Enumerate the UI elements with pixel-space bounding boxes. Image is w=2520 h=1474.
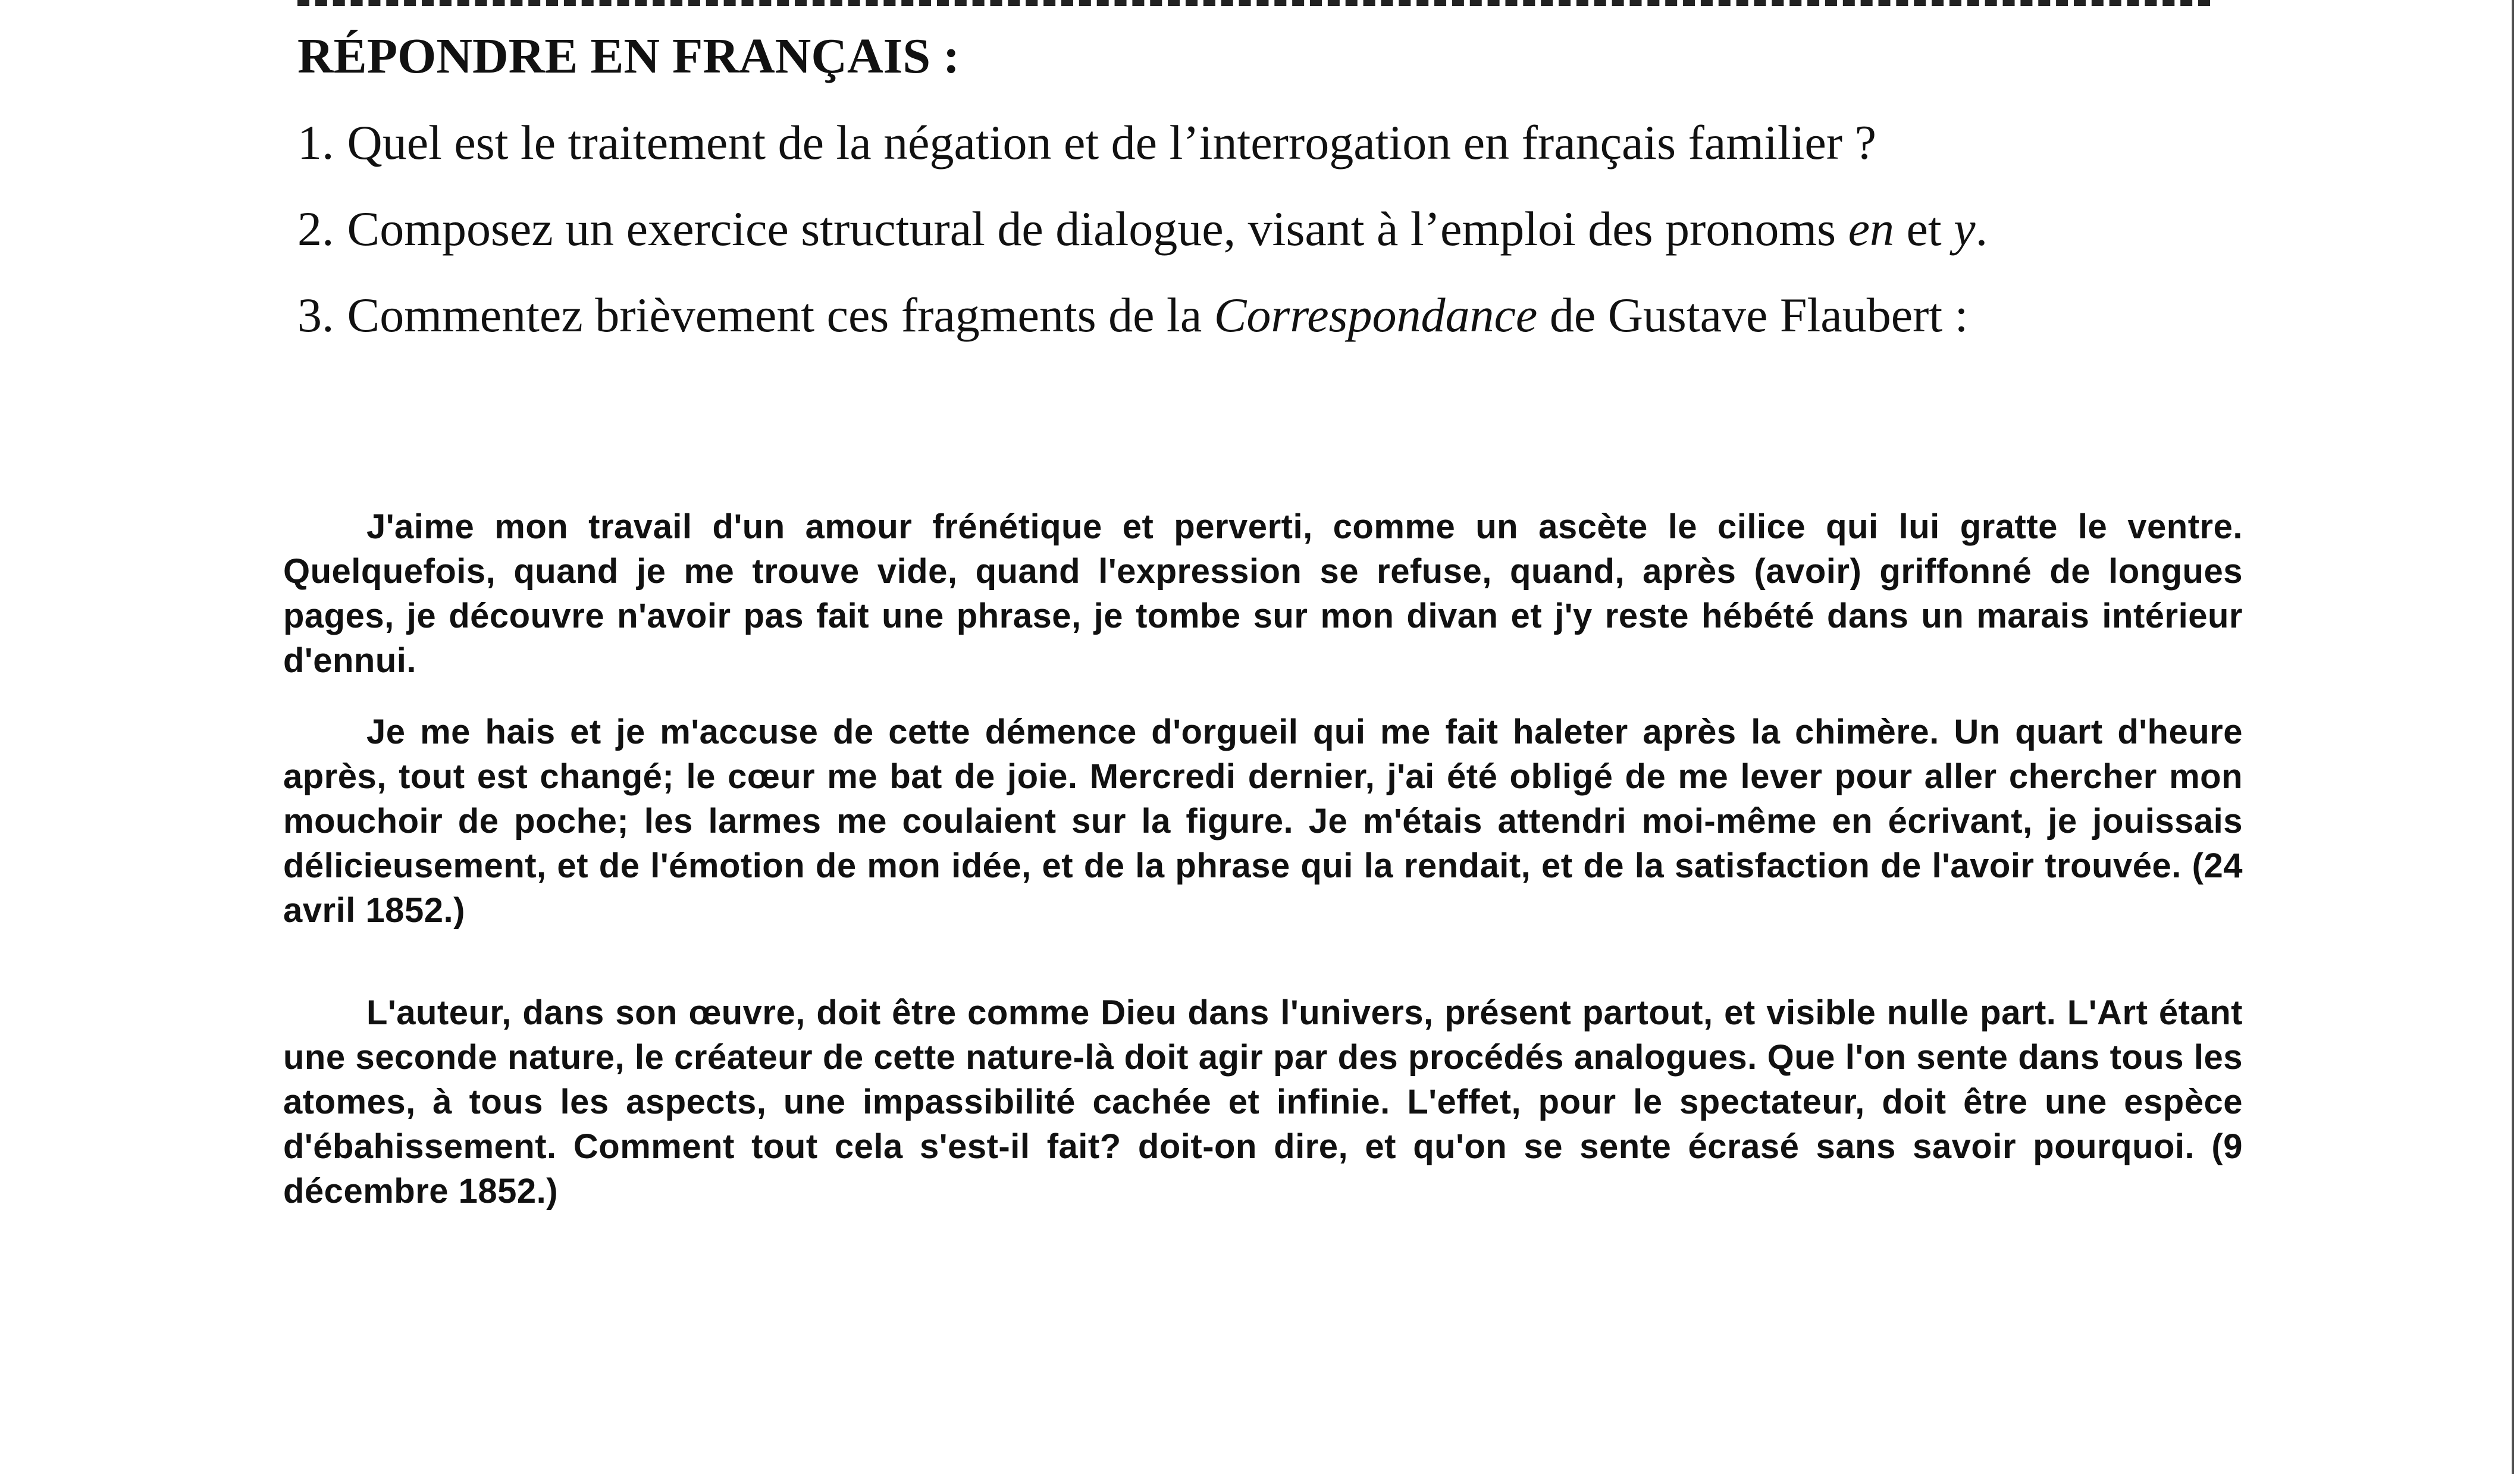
question-2-italic-en: en bbox=[1848, 202, 1894, 256]
question-1 bbox=[297, 110, 1876, 175]
question-3 bbox=[297, 283, 1968, 348]
question-1-text: Quel est le traitement de la négation et de l’interrogation en français familier ? bbox=[347, 115, 1877, 170]
question-3-number: 3. bbox=[297, 288, 334, 342]
question-1-number: 1. bbox=[297, 115, 334, 170]
question-3-text-before: Commentez brièvement ces fragments de la bbox=[347, 288, 1214, 342]
page-edge-line bbox=[2512, 0, 2514, 1474]
question-2-text-middle: et bbox=[1894, 202, 1954, 256]
flaubert-quote-1: J'aime mon travail d'un amour frénétique et perverti, comme un ascète le cilice qui lui gratte le ventre. Quelquefois, quand je me trouve vide, quand l'expression se refuse, quand, après (avoir) griffonné de longues pages, je découvre n'avoir pas fait une phrase, je tombe sur mon divan et j'y reste hébété dans un marais intérieur d'ennui. bbox=[283, 507, 2243, 680]
top-dashed-divider bbox=[297, 0, 2210, 6]
question-2 bbox=[297, 196, 1988, 262]
question-3-text-after: de Gustave Flaubert : bbox=[1537, 288, 1969, 342]
question-2-text-before: Composez un exercice structural de dialogue, visant à l’emploi des pronoms bbox=[347, 202, 1848, 256]
question-2-text-after: . bbox=[1975, 202, 1988, 256]
question-2-italic-y: y bbox=[1954, 202, 1976, 256]
section-heading: RÉPONDRE EN FRANÇAIS : bbox=[297, 29, 960, 84]
question-3-italic-title: Correspondance bbox=[1214, 288, 1538, 342]
question-2-number: 2. bbox=[297, 202, 334, 256]
flaubert-quote-3: L'auteur, dans son œuvre, doit être comme Dieu dans l'univers, présent partout, et visible nulle part. L'Art étant une seconde nature, le créateur de cette nature-là doit agir par des procédés analogues. Que l'on sente dans tous les atomes, à tous les aspects, une impassibilité cachée et infinie. L'effet, pour le spectateur, doit être une espèce d'ébahissement. Comment tout cela s'est-il fait? doit-on dire, et qu'on se sente écrasé sans savoir pourquoi. (9 décembre 1852.) bbox=[283, 993, 2243, 1210]
flaubert-quote-2: Je me hais et je m'accuse de cette démence d'orgueil qui me fait haleter après la chimère. Un quart d'heure après, tout est changé; le cœur me bat de joie. Mercredi dernier, j'ai été obligé de me lever pour aller chercher mon mouchoir de poche; les larmes me coulaient sur la figure. Je m'étais attendri moi-même en écrivant, je jouissais délicieusement, et de l'émotion de mon idée, et de la phrase qui la rendait, et de la satisfaction de l'avoir trouvée. (24 avril 1852.) bbox=[283, 713, 2243, 930]
